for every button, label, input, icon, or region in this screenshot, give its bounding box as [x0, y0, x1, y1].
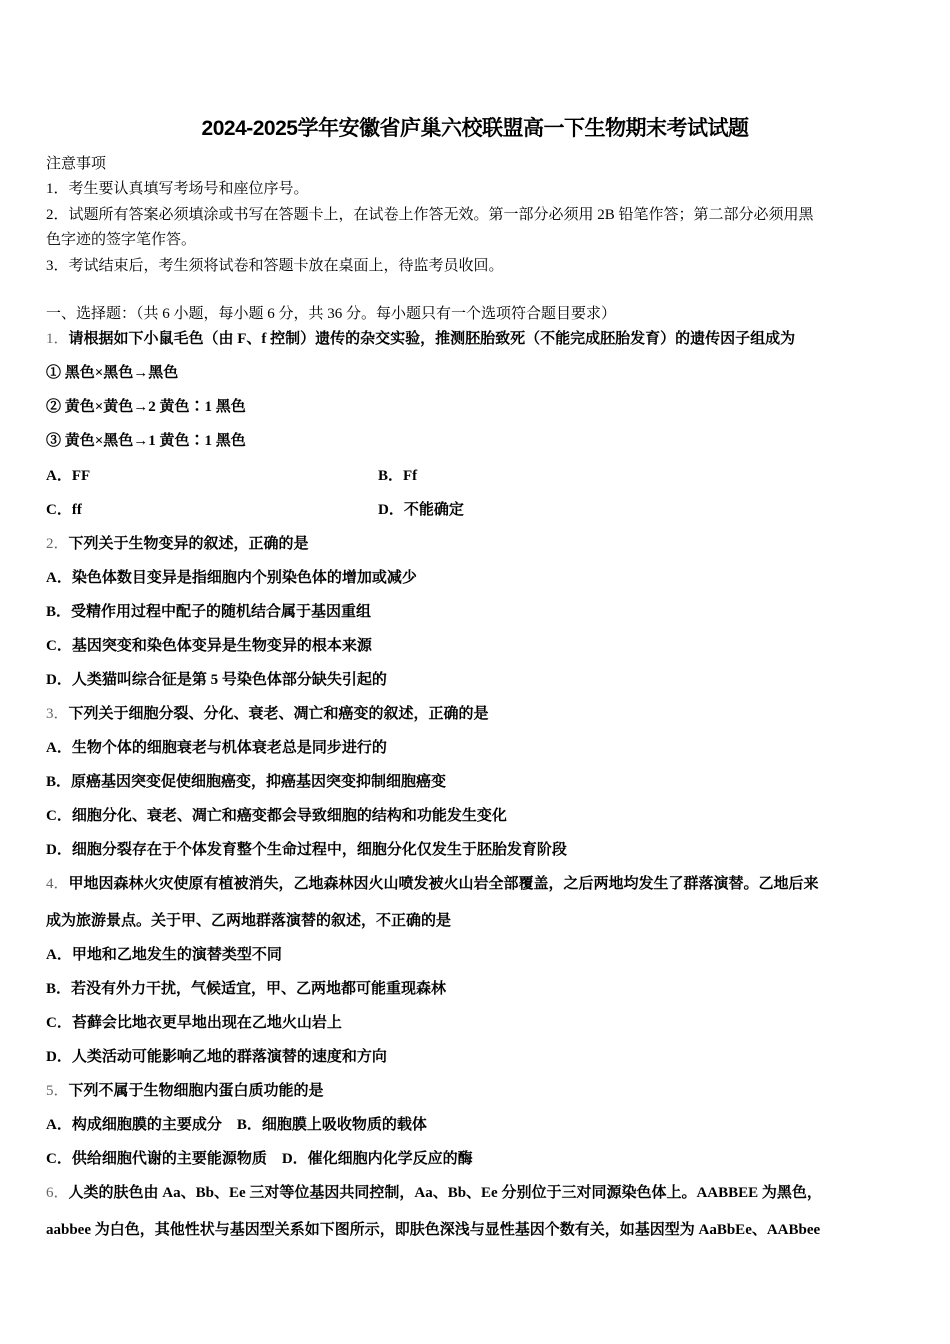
section-heading: 一、选择题：（共 6 小题，每小题 6 分，共 36 分。每小题只有一个选项符合题目要求）	[46, 306, 617, 322]
option-b: B．若没有外力干扰，气候适宜，甲、乙两地都可能重现森林	[46, 981, 447, 997]
question-4-stem: 4．甲地因森林火灾使原有植被消失，乙地森林因火山喷发被火山岩全部覆盖，之后两地均发生了群落演替。乙地后来	[46, 876, 819, 892]
option-d: D．不能确定	[378, 502, 464, 518]
options-ab: A．构成细胞膜的主要成分 B．细胞膜上吸收物质的载体	[46, 1117, 427, 1133]
option-b: B．受精作用过程中配子的随机结合属于基因重组	[46, 604, 372, 620]
question-6-stem: 6．人类的肤色由 Aa、Bb、Ee 三对等位基因共同控制，Aa、Bb、Ee 分别位于三对同源染色体上。AABBEE 为黑色，	[46, 1185, 822, 1201]
notice-item-2-cont: 色字迹的签字笔作答。	[46, 232, 197, 248]
cross-2: ② 黄色×黄色→2 黄色∶1 黑色	[46, 399, 246, 415]
option-b: B．原癌基因突变促使细胞癌变，抑癌基因突变抑制细胞癌变	[46, 774, 447, 790]
question-2-stem: 2．下列关于生物变异的叙述，正确的是	[46, 536, 309, 552]
option-a: A．FF	[46, 468, 91, 484]
cross-1: ① 黑色×黑色→黑色	[46, 365, 179, 381]
question-number: 1．	[46, 331, 69, 347]
option-b: B．Ff	[378, 468, 418, 484]
option-d: D．细胞分裂存在于个体发育整个生命过程中，细胞分化仅发生于胚胎发育阶段	[46, 842, 567, 858]
option-a: A．甲地和乙地发生的演替类型不同	[46, 947, 282, 963]
page-title: 2024-2025学年安徽省庐巢六校联盟高一下生物期末考试试题	[201, 117, 749, 140]
option-c: C．ff	[46, 502, 82, 518]
question-1-stem: 1．请根据如下小鼠毛色（由 F、f 控制）遗传的杂交实验，推测胚胎致死（不能完成胚胎发育）的遗传因子组成为	[46, 331, 796, 347]
question-5-stem: 5．下列不属于生物细胞内蛋白质功能的是	[46, 1083, 324, 1099]
notice-item-2: 2．试题所有答案必须填涂或书写在答题卡上，在试卷上作答无效。第一部分必须用 2B 铅笔作答；第二部分必须用黑	[46, 207, 814, 223]
question-3-stem: 3．下列关于细胞分裂、分化、衰老、凋亡和癌变的叙述，正确的是	[46, 706, 489, 722]
options-cd: C．供给细胞代谢的主要能源物质 D．催化细胞内化学反应的酶	[46, 1151, 473, 1167]
option-d: D．人类猫叫综合征是第 5 号染色体部分缺失引起的	[46, 672, 387, 688]
question-4-stem-cont: 成为旅游景点。关于甲、乙两地群落演替的叙述，不正确的是	[46, 913, 452, 929]
option-a: A．生物个体的细胞衰老与机体衰老总是同步进行的	[46, 740, 387, 756]
question-6-stem-cont: aabbee 为白色，其他性状与基因型关系如下图所示，即肤色深浅与显性基因个数有关，如基因型为 AaBbEe、AABbee	[46, 1222, 821, 1238]
notice-heading: 注意事项	[46, 156, 107, 172]
notice-item-3: 3．考试结束后，考生须将试卷和答题卡放在桌面上，待监考员收回。	[46, 258, 504, 274]
option-c: C．基因突变和染色体变异是生物变异的根本来源	[46, 638, 372, 654]
notice-item-1: 1．考生要认真填写考场号和座位序号。	[46, 181, 309, 197]
option-c: C．苔藓会比地衣更早地出现在乙地火山岩上	[46, 1015, 342, 1031]
cross-3: ③ 黄色×黑色→1 黄色∶1 黑色	[46, 433, 246, 449]
option-d: D．人类活动可能影响乙地的群落演替的速度和方向	[46, 1049, 387, 1065]
option-a: A．染色体数目变异是指细胞内个别染色体的增加或减少	[46, 570, 417, 586]
option-c: C．细胞分化、衰老、凋亡和癌变都会导致细胞的结构和功能发生变化	[46, 808, 507, 824]
